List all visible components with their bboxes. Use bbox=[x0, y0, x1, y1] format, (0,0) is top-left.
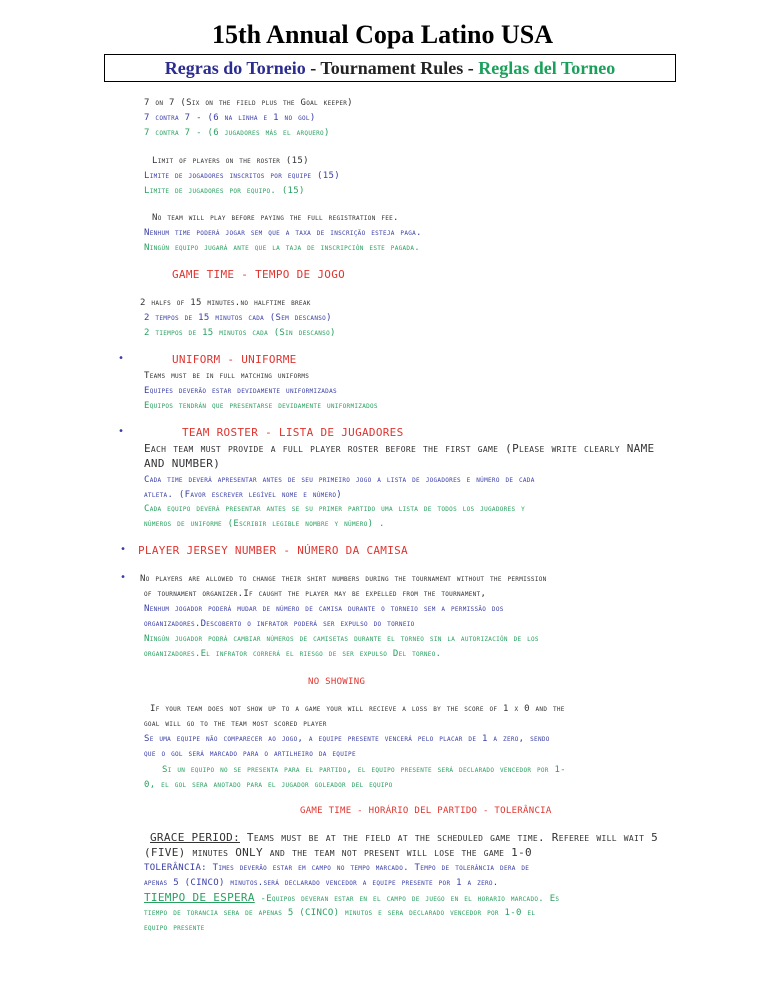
grace-period-text: Teams must be at the field at the scheduled game time. Referee will wait 5 bbox=[240, 831, 659, 844]
rule-line-es: 0, el gol sera anotado para el jugador goleador del equipo bbox=[144, 780, 393, 790]
rule-line-en: of tournament organizer.If caught the player may be expelled from the tournament, bbox=[144, 589, 487, 599]
document-title: 15th Annual Copa Latino USA bbox=[212, 20, 553, 49]
rules-title-pt: Regras do Torneio bbox=[164, 58, 306, 78]
bullet-icon: • bbox=[118, 426, 125, 437]
rules-separator: - bbox=[305, 58, 321, 78]
rule-line-en: No players are allowed to change their shirt numbers during the tournament without the permission bbox=[140, 574, 547, 584]
rule-line-pt: Limite de jogadores inscritos por equipe (15) bbox=[144, 171, 340, 181]
rule-line-pt: Se uma equipe não comparecer ao jogo, a equipe presente vencerá pelo placar de 1 a zero, sendo bbox=[144, 734, 550, 744]
rule-line-pt: atleta. (Favor escrever legível nome e número) bbox=[144, 490, 343, 500]
rule-line-en: (FIVE) minutes ONLY and the team not present will lose the game 1-0 bbox=[144, 846, 532, 859]
rule-line-es: números de uniforme (Escribir legible nombre y número) . bbox=[144, 519, 385, 529]
rule-line-pt: TOLERÂNCIA: Times deverão estar em campo no tempo marcado. Tempo de tolerância dera de bbox=[144, 863, 530, 873]
rule-line-en: 7 on 7 (Six on the field plus the Goal keeper) bbox=[144, 98, 353, 108]
rule-line-pt: 7 contra 7 - (6 na linha e 1 no gol) bbox=[144, 113, 316, 123]
rule-line-en: 2 halfs of 15 minutes.no halftime break bbox=[140, 298, 311, 308]
rules-separator: - bbox=[463, 58, 479, 78]
bullet-icon: • bbox=[120, 572, 127, 583]
rule-line-es: tiempo de torancia sera de apenas 5 (CINCO) minutos e sera declarado vencedor por 1-0 el bbox=[144, 908, 536, 918]
rule-line-es bbox=[144, 892, 559, 905]
rule-line-es: Si un equipo no se presenta para el partido, el equipo presente será declarado vencedor por 1- bbox=[162, 765, 566, 775]
rule-line-pt: apenas 5 (CINCO) minutos.será declarado vencedor a equipe presente por 1 a zero. bbox=[144, 878, 499, 888]
rule-line-es: organizadores.El infrator correrá el riesgo de ser expulso Del torneo. bbox=[144, 649, 442, 659]
grace-period-label: GRACE PERIOD: bbox=[150, 831, 240, 844]
section-heading-tolerance: GAME TIME - HORÁRIO DEL PARTIDO - TOLERÂNCIA bbox=[300, 806, 552, 816]
rule-line-pt: Cada time deverá apresentar antes de seu primeiro jogo a lista de jogadores e número de cada bbox=[144, 475, 535, 485]
rule-line-es: Limite de jugadores por equipo. (15) bbox=[144, 186, 305, 196]
tiempo-de-espera-label: TIEMPO DE ESPERA bbox=[144, 891, 255, 904]
rule-line-es: 7 contra 7 - (6 jugadores más el arquero) bbox=[144, 128, 330, 138]
rule-line-en: Teams must be in full matching uniforms bbox=[144, 371, 310, 381]
rule-line-es: equipo presente bbox=[144, 923, 205, 933]
bullet-icon: • bbox=[118, 353, 125, 364]
rule-line-es: 2 tiempos de 15 minutos cada (Sin descanso) bbox=[144, 328, 336, 338]
rule-line-pt: Nenhum jogador poderá mudar de número de camisa durante o torneio sem a permissão dos bbox=[144, 604, 504, 614]
rule-line-en: AND NUMBER) bbox=[144, 457, 221, 470]
rule-line-pt: que o gol será marcado para o artilheiro da equipe bbox=[144, 749, 356, 759]
section-heading-game-time: GAME TIME - TEMPO DE JOGO bbox=[172, 268, 346, 281]
rule-line-en bbox=[150, 832, 658, 844]
tiempo-de-espera-text: -Equipos deveran estar en el campo de juego en el horario marcado. Es bbox=[254, 894, 560, 904]
rule-line-es: Equipos tendrán que presentarse devidamente uniformizados bbox=[144, 401, 378, 411]
section-heading-jersey-number: PLAYER JERSEY NUMBER - NÚMERO DA CAMISA bbox=[138, 544, 408, 557]
rules-title-en: Tournament Rules bbox=[320, 58, 464, 78]
rule-line-en: Limit of players on the roster (15) bbox=[152, 156, 309, 166]
section-heading-no-showing: NO SHOWING bbox=[308, 677, 366, 687]
rule-line-en: goal will go to the team most scored player bbox=[144, 719, 327, 729]
rule-line-es: Cada equipo deverá presentar antes se su primer partido uma lista de todos los jugadores y bbox=[144, 504, 526, 514]
rule-line-en: Each team must provide a full player roster before the first game (Please write clearly NAME bbox=[144, 442, 655, 455]
section-heading-team-roster: TEAM ROSTER - LISTA DE JUGADORES bbox=[182, 426, 404, 439]
rule-line-en: If your team does not show up to a game your will recieve a loss by the score of 1 x 0 and the bbox=[150, 704, 565, 714]
rules-banner bbox=[104, 54, 676, 82]
rules-title-es: Reglas del Torneo bbox=[478, 58, 616, 78]
section-heading-uniform: UNIFORM - UNIFORME bbox=[172, 353, 297, 366]
rule-line-es: Ningún jugador podrá cambiar números de camisetas durante el torneo sin la autorización de los bbox=[144, 634, 539, 644]
rule-line-en: No team will play before paying the full registration fee. bbox=[152, 213, 399, 223]
bullet-icon: • bbox=[120, 544, 127, 555]
rule-line-es: Ningún equipo jugará ante que la taja de inscripción este pagada. bbox=[144, 243, 420, 253]
rule-line-pt: organizadores.Descoberto o infrator poderá ser expulso do torneio bbox=[144, 619, 415, 629]
rule-line-pt: Equipes deverão estar devidamente uniformizadas bbox=[144, 386, 337, 396]
rule-line-pt: 2 tempos de 15 minutos cada (Sem descanso) bbox=[144, 313, 332, 323]
rule-line-pt: Nenhum time poderá jogar sem que a taxa de inscrição esteja paga. bbox=[144, 228, 422, 238]
